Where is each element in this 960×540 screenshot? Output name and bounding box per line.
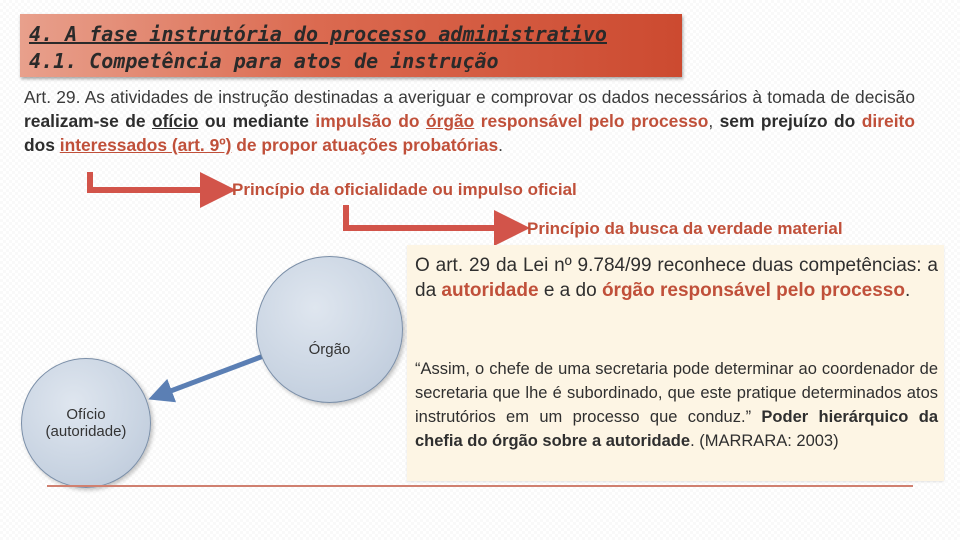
principle-oficialidade: Princípio da oficialidade ou impulso oficial (232, 180, 577, 199)
panel-text: O art. 29 da Lei nº 9.784/99 reconhece duas competências: a da (415, 255, 938, 301)
article-segment: responsável pelo processo (480, 111, 709, 131)
panel-term-orgao: órgão responsável pelo processo (601, 280, 905, 301)
panel-quote: “Assim, o chefe de uma secretaria pode determinar ao coordenador de secretaria que lhe é subordinado, que este pratique determinados atos instrutórios em um processo que conduz.” (415, 360, 938, 426)
explanation-panel (407, 245, 944, 481)
panel-text: . (904, 280, 911, 301)
article-segment: Art. 29. As atividades de instrução destinadas a averiguar e comprovar os dados necessários à tomada de decisão (24, 87, 915, 107)
panel-paragraph-quote (415, 357, 938, 453)
article-29-text (24, 85, 915, 157)
panel-text: e a do (538, 280, 602, 301)
article-segment: de propor atuações probatórias (236, 135, 499, 155)
circle-orgao-label: Órgão (308, 341, 351, 358)
article-segment: dos (24, 135, 55, 155)
article-term-interessados: interessados (art. 9º) (59, 135, 232, 155)
panel-bold-conclusion: Poder hierárquico da chefia do órgão sobre a autoridade (415, 408, 938, 450)
article-segment: sem prejuízo do (719, 111, 856, 131)
article-segment: . (498, 135, 503, 155)
principle-verdade-material: Princípio da busca da verdade material (527, 219, 843, 238)
arrow-orgao-to-oficio (160, 352, 274, 395)
bottom-divider (47, 485, 913, 487)
slide-title-box (20, 14, 682, 77)
circle-orgao (256, 256, 403, 403)
panel-citation: . (MARRARA: 2003) (690, 432, 839, 450)
bent-arrow-oficialidade (90, 172, 218, 190)
article-term-orgao: órgão (425, 111, 475, 131)
bent-arrow-verdade-material (346, 205, 512, 228)
slide-title-line-2: 4.1. Competência para atos de instrução (29, 49, 499, 73)
article-segment: impulsão do (315, 111, 420, 131)
article-segment: ou mediante (204, 111, 309, 131)
panel-term-autoridade: autoridade (441, 280, 539, 301)
article-segment: , (708, 111, 720, 131)
circle-oficio-sublabel: (autoridade) (45, 423, 127, 440)
circle-oficio (21, 358, 151, 488)
article-segment: direito (861, 111, 915, 131)
panel-paragraph-competencias (415, 253, 938, 303)
article-segment: realizam-se de (24, 111, 146, 131)
slide-title-line-1: 4. A fase instrutória do processo administrativo (29, 22, 607, 46)
circle-oficio-label: Ofício (66, 406, 106, 423)
article-term-oficio: ofício (152, 111, 199, 131)
